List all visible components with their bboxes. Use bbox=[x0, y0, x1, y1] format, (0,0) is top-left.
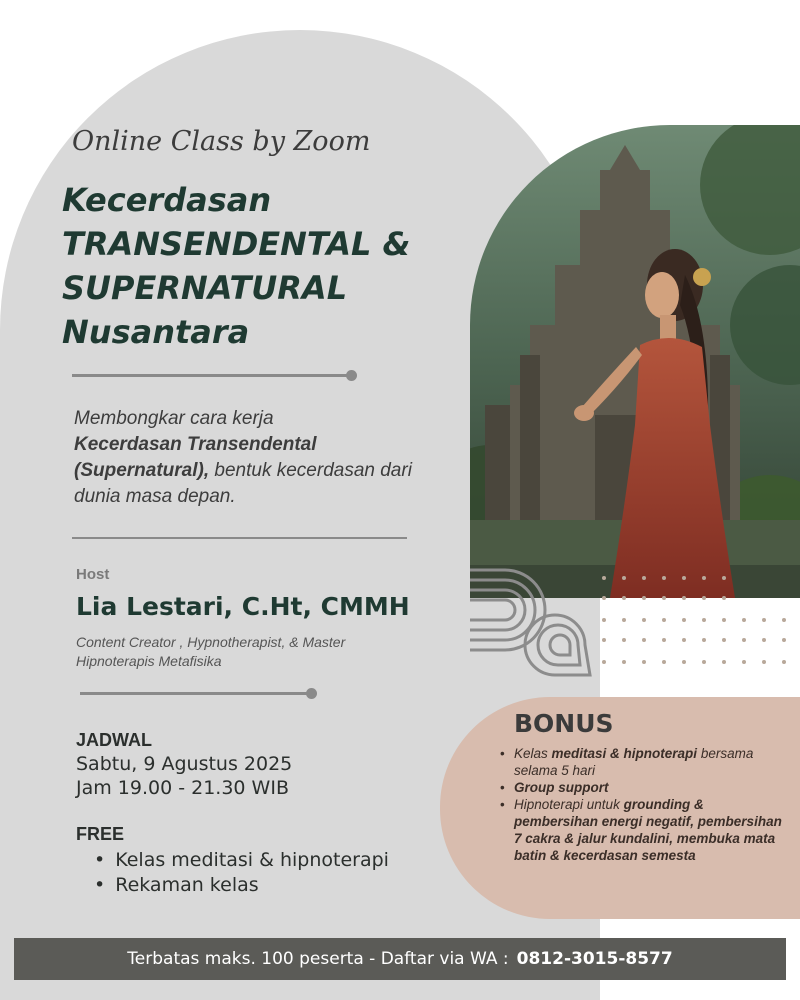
woman-temple-photo bbox=[470, 125, 800, 598]
list-item bbox=[500, 796, 790, 864]
list-item bbox=[500, 745, 790, 779]
host-label: Host bbox=[76, 566, 110, 583]
description-rest: bentuk kecerdasan dari dunia masa depan. bbox=[74, 460, 412, 507]
class-type-kicker: Online Class by Zoom bbox=[72, 126, 371, 157]
photo-illustration bbox=[470, 125, 800, 598]
registration-footer bbox=[14, 938, 786, 980]
list-item: • Kelas meditasi & hipnoterapi bbox=[94, 848, 389, 873]
bonus-text: Kelas bbox=[514, 746, 552, 761]
bonus-highlight: Group support bbox=[514, 780, 609, 795]
bonus-highlight: grounding & pembersihan energi negatif, pembersihan 7 cakra & jalur kundalini, membuka mata batin & kecerdasan semesta bbox=[514, 797, 782, 863]
footer-phone: 0812-3015-8577 bbox=[516, 949, 673, 969]
arc-decoration bbox=[470, 565, 600, 685]
description-intro: Membongkar cara kerja bbox=[74, 408, 274, 429]
schedule-date: Sabtu, 9 Agustus 2025 bbox=[76, 753, 293, 775]
divider-host bbox=[80, 692, 312, 695]
list-item bbox=[500, 779, 790, 796]
dot-pattern bbox=[596, 570, 796, 670]
bonus-list bbox=[500, 745, 790, 864]
bonus-title: BONUS bbox=[514, 709, 614, 738]
title-line: TRANSENDENTAL & bbox=[62, 225, 411, 263]
bonus-panel bbox=[440, 697, 800, 919]
description-highlight: Kecerdasan Transendental (Supernatural), bbox=[74, 434, 317, 481]
schedule-label: JADWAL bbox=[76, 730, 152, 750]
host-name: Lia Lestari, C.Ht, CMMH bbox=[76, 592, 410, 621]
free-label: FREE bbox=[76, 824, 125, 844]
list-item: • Rekaman kelas bbox=[94, 873, 389, 898]
event-title bbox=[62, 178, 502, 354]
title-line: Nusantara bbox=[62, 313, 250, 351]
bonus-text: bersama selama 5 hari bbox=[514, 746, 754, 778]
event-description bbox=[74, 406, 444, 510]
bonus-text: Hipnoterapi untuk bbox=[514, 797, 624, 812]
title-line: Kecerdasan bbox=[62, 181, 272, 219]
divider-middle bbox=[72, 537, 407, 539]
footer-text: Terbatas maks. 100 peserta - Daftar via WA : bbox=[127, 949, 509, 969]
host-role: Content Creator , Hypnotherapist, & Master Hipnoterapis Metafisika bbox=[76, 634, 346, 669]
divider-top bbox=[72, 374, 352, 377]
title-line: SUPERNATURAL bbox=[62, 269, 348, 307]
free-list bbox=[94, 848, 389, 898]
schedule-time: Jam 19.00 - 21.30 WIB bbox=[76, 777, 289, 799]
bonus-highlight: meditasi & hipnoterapi bbox=[551, 746, 698, 761]
